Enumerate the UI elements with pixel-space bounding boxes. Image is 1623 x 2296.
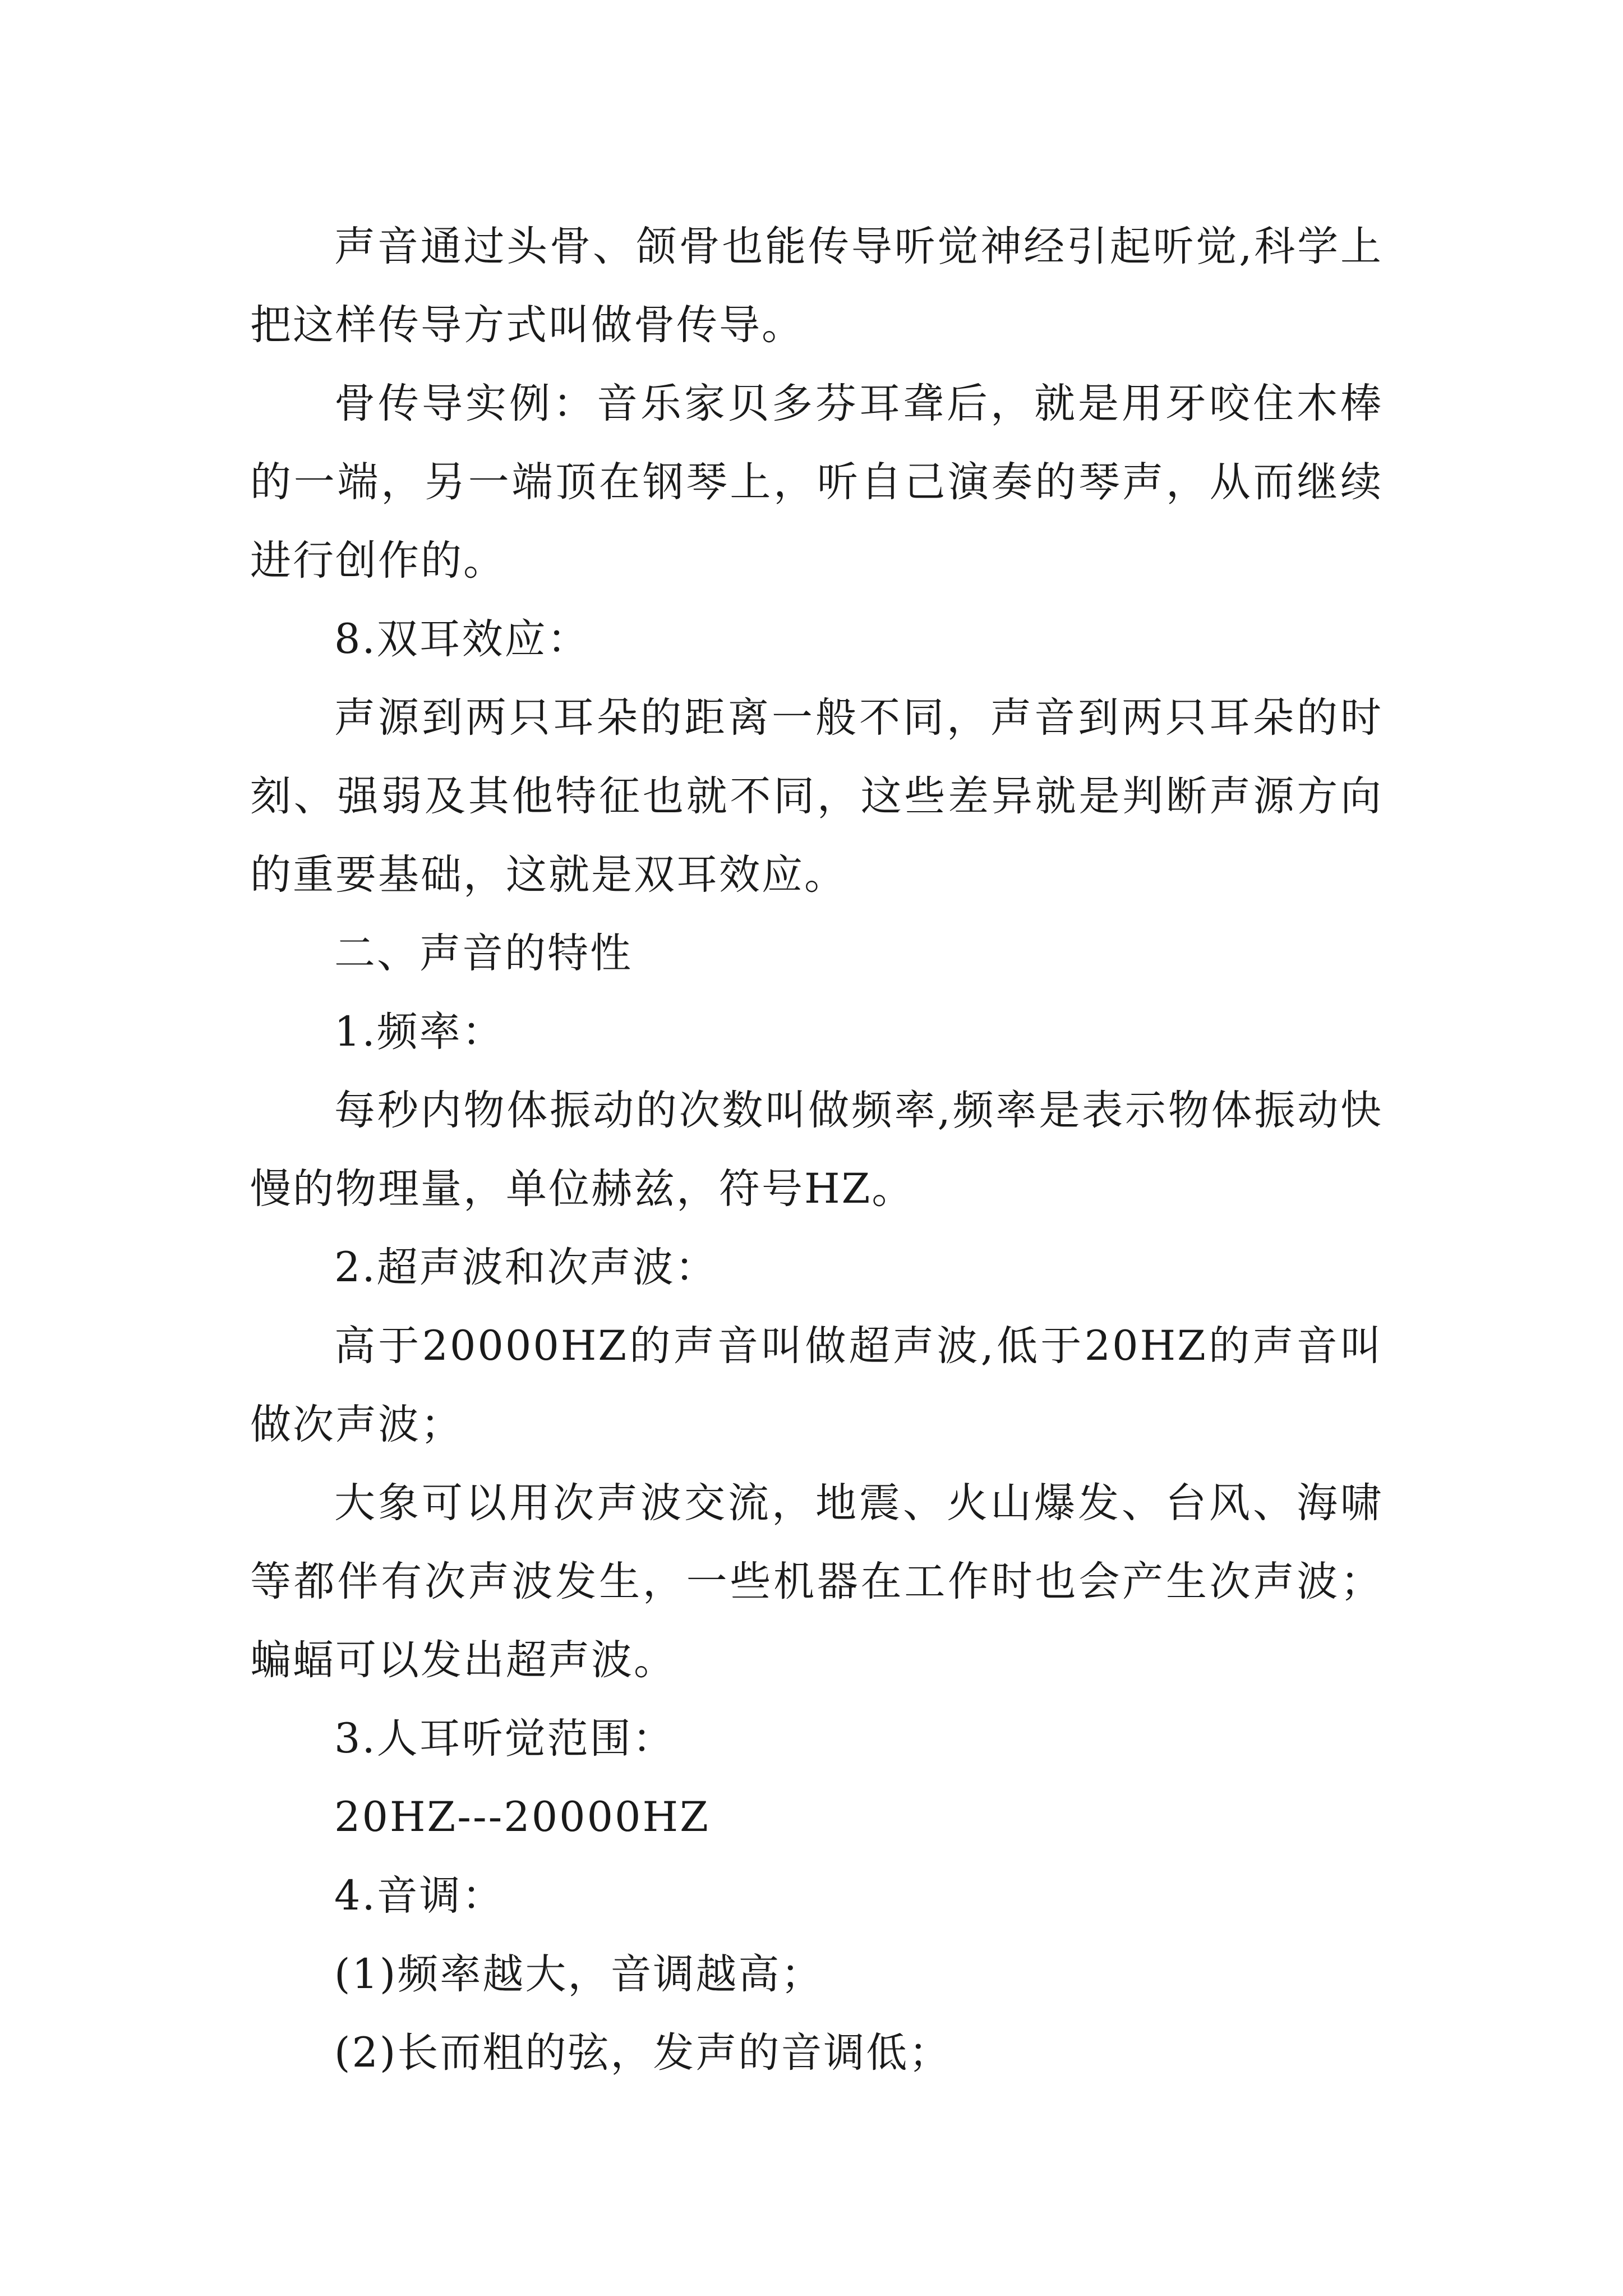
paragraph-frequency: 每秒内物体振动的次数叫做频率,频率是表示物体振动快慢的物理量，单位赫兹，符号HZ。 xyxy=(250,1087,1383,1213)
list-item-pitch-1: (1)频率越大，音调越高； xyxy=(334,1950,824,1998)
heading-pitch: 4.音调： xyxy=(334,1872,505,1920)
document-body xyxy=(250,208,1383,2092)
paragraph-bone-conduction: 声音通过头骨、颌骨也能传导听觉神经引起听觉,科学上把这样传导方式叫做骨传导。 xyxy=(250,223,1383,349)
heading-ultrasound-infrasound: 2.超声波和次声波： xyxy=(334,1244,718,1291)
paragraph-hearing-range: 20HZ---20000HZ xyxy=(334,1793,710,1841)
list-item-pitch-2: (2)长而粗的弦，发声的音调低； xyxy=(334,2029,952,2077)
section-heading-sound-properties: 二、声音的特性 xyxy=(334,930,633,977)
paragraph-bone-conduction-example: 骨传导实例：音乐家贝多芬耳聋后，就是用牙咬住木棒的一端，另一端顶在钢琴上，听自己演奏的琴声，从而继续进行创作的。 xyxy=(250,380,1383,585)
paragraph-binaural-effect: 声源到两只耳朵的距离一般不同，声音到两只耳朵的时刻、强弱及其他特征也就不同，这些差异就是判断声源方向的重要基础，这就是双耳效应。 xyxy=(250,694,1383,899)
paragraph-infrasound-examples: 大象可以用次声波交流，地震、火山爆发、台风、海啸等都伴有次声波发生，一些机器在工作时也会产生次声波；蝙蝠可以发出超声波。 xyxy=(250,1479,1383,1684)
heading-frequency: 1.频率： xyxy=(334,1008,505,1056)
paragraph-ultrasound-definition: 高于20000HZ的声音叫做超声波,低于20HZ的声音叫做次声波； xyxy=(250,1322,1383,1448)
heading-binaural-effect: 8.双耳效应： xyxy=(334,615,590,663)
heading-hearing-range: 3.人耳听觉范围： xyxy=(334,1715,675,1763)
